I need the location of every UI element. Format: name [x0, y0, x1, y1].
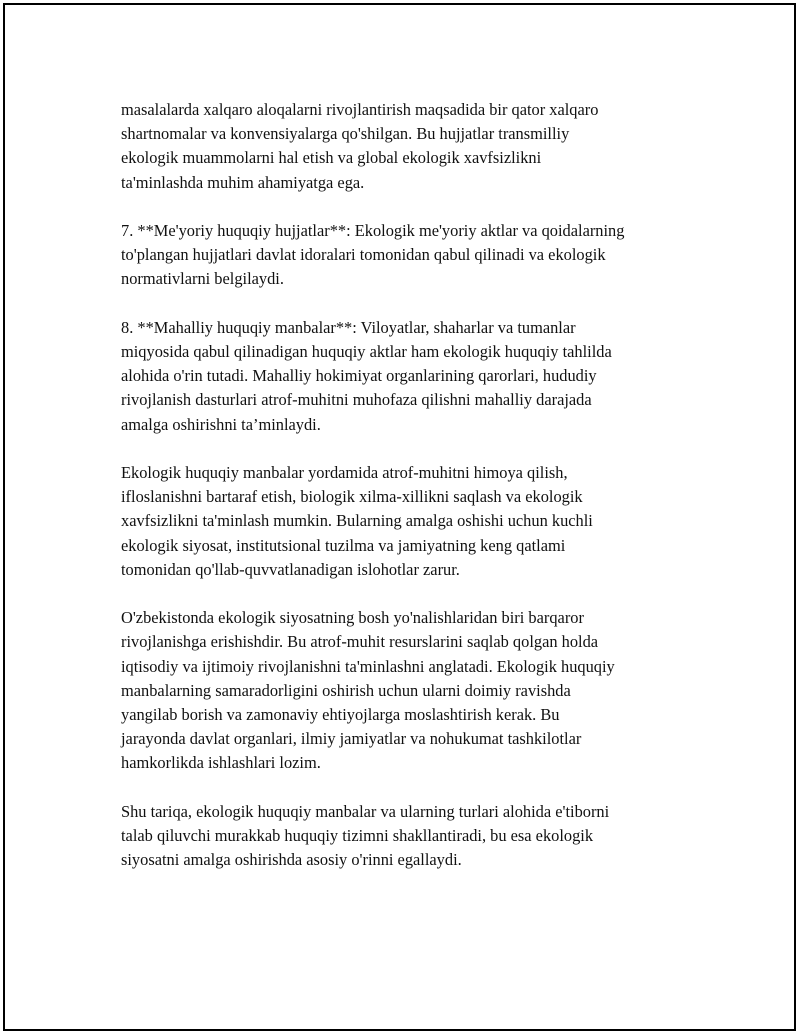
paragraph-normative-legal-documents: 7. **Me'yoriy huquqiy hujjatlar**: Ekologik me'yoriy aktlar va qoidalarning to'plangan hujjatlari davlat idoralari tomonidan qabul qilinadi va ekologik normativlarni belgilaydi. — [121, 221, 625, 289]
page-frame — [3, 3, 796, 1031]
paragraph-local-legal-sources: 8. **Mahalliy huquqiy manbalar**: Viloyatlar, shaharlar va tumanlar miqyosida qabul qilinadigan huquqiy aktlar ham ekologik huquqiy tahlilda alohida o'rin tutadi. Mahalliy hokimiyat organlarining qarorlari, hududiy rivojlanish dasturlari atrof-muhitni muhofaza qilishni mahalliy darajada amalga oshirishni ta’minlaydi. — [121, 317, 612, 434]
paragraph-international-agreements: masalalarda xalqaro aloqalarni rivojlantirish maqsadida bir qator xalqaro shartnomalar va konvensiyalarga qo'shilgan. Bu hujjatlar transmilliy ekologik muammolarni hal etish va global ekologik xavfsizlikni ta'minlashda muhim ahamiyatga ega. — [121, 100, 599, 192]
paragraph-sustainable-development: O'zbekistonda ekologik siyosatning bosh yo'nalishlaridan biri barqaror rivojlanishga erishishdir. Bu atrof-muhit resurslarini saqlab qolgan holda iqtisodiy va ijtimoiy rivojlanishni ta'minlashni anglatadi. Ekologik huquqiy manbalarning samaradorligini oshirish uchun ularni doimiy ravishda yangilab borish va zamonaviy ehtiyojlarga moslashtirish kerak. Bu jarayonda davlat organlari, ilmiy jamiyatlar va nohukumat tashkilotlar hamkorlikda ishlashlari lozim. — [121, 608, 615, 773]
page-body — [121, 98, 701, 897]
paragraph-environmental-protection: Ekologik huquqiy manbalar yordamida atrof-muhitni himoya qilish, ifloslanishni bartaraf etish, biologik xilma-xillikni saqlash va ekologik xavfsizlikni ta'minlash mumkin. Bularning amalga oshishi uchun kuchli ekologik siyosat, institutsional tuzilma va jamiyatning keng qatlami tomonidan qo'llab-quvvatlanadigan islohotlar zarur. — [121, 463, 593, 579]
paragraph-conclusion: Shu tariqa, ekologik huquqiy manbalar va ularning turlari alohida e'tiborni talab qiluvchi murakkab huquqiy tizimni shakllantiradi, bu esa ekologik siyosatni amalga oshirishda asosiy o'rinni egallaydi. — [121, 801, 610, 870]
